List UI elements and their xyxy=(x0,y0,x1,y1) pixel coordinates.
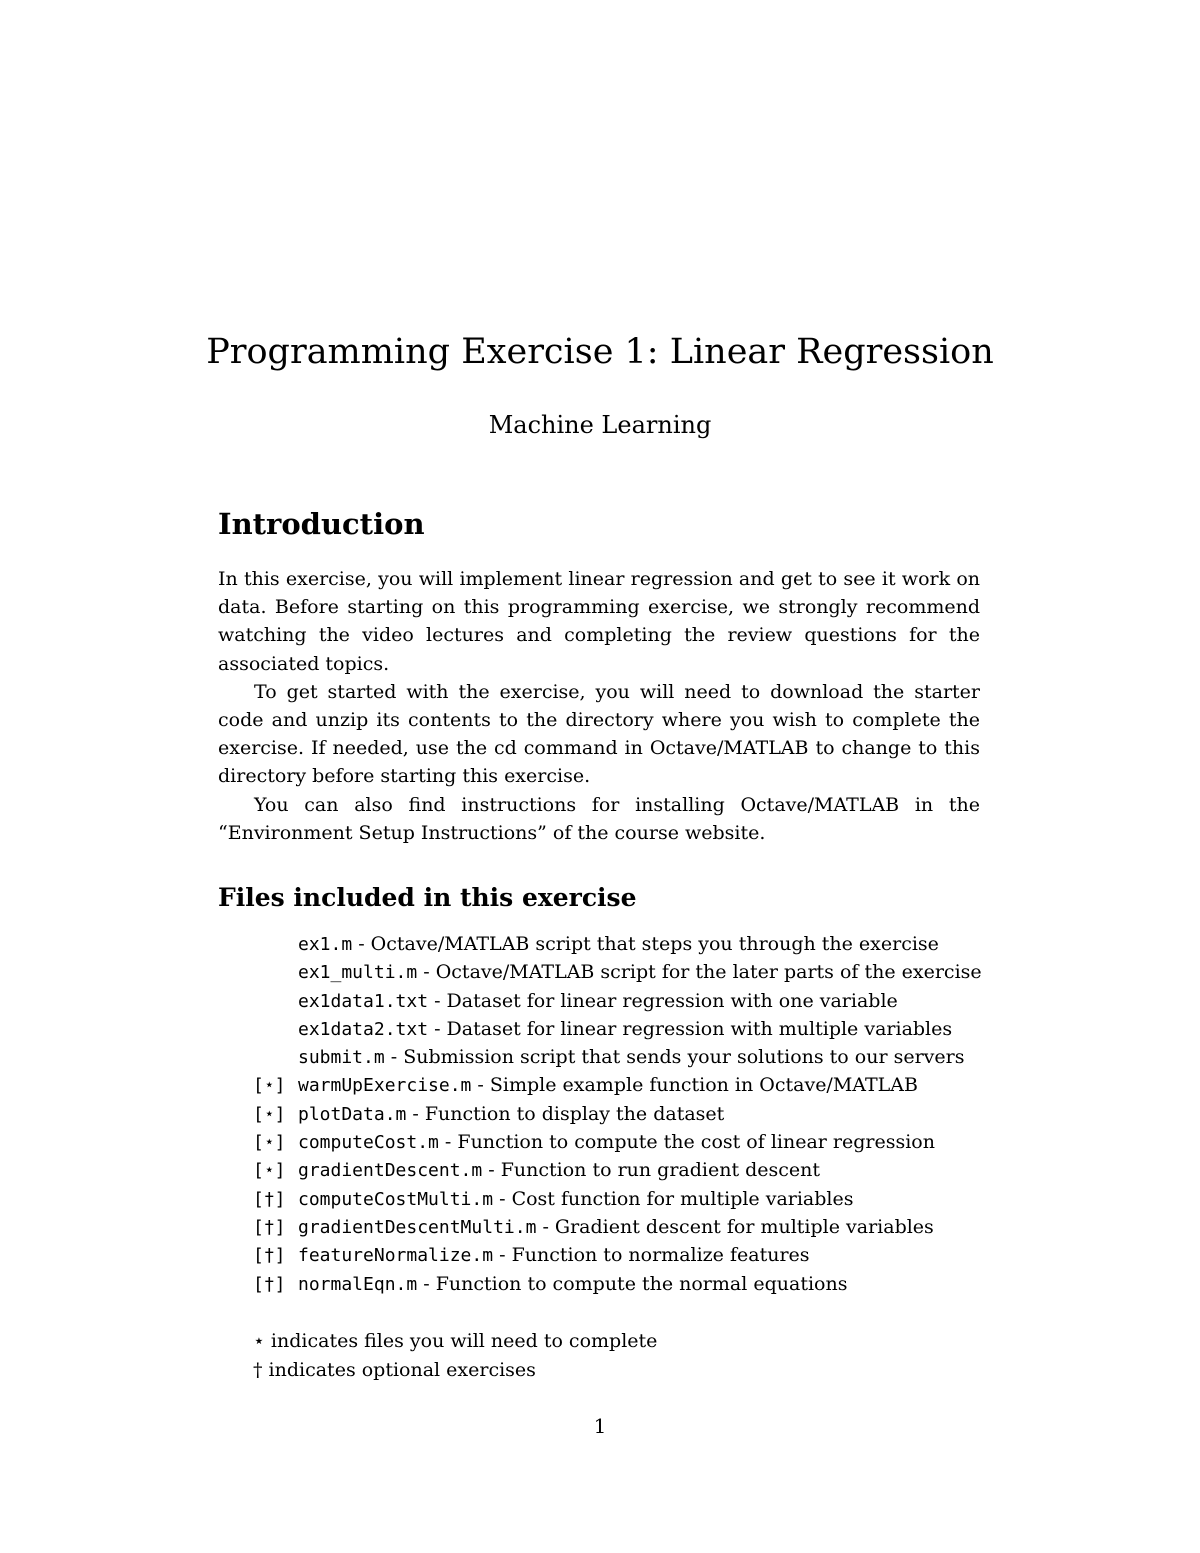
file-name: ex1_multi.m xyxy=(298,962,418,984)
file-description: - Function to compute the normal equations xyxy=(417,1272,848,1295)
file-name: plotData.m xyxy=(298,1103,407,1125)
file-mark: [⋆] xyxy=(253,1103,286,1125)
page-number: 1 xyxy=(593,1414,607,1438)
file-row xyxy=(253,1241,993,1269)
file-row xyxy=(253,1213,993,1241)
intro-paragraph-3: You can also find instructions for installing Octave/MATLAB in the “Environment Setup Instructions” of the course website. xyxy=(218,793,980,844)
file-description: - Function to display the dataset xyxy=(406,1102,725,1125)
file-mark: [†] xyxy=(253,1216,286,1238)
file-row xyxy=(253,987,993,1015)
file-name: ex1data2.txt xyxy=(298,1018,429,1040)
file-name: computeCostMulti.m xyxy=(298,1188,494,1210)
file-description: - Dataset for linear regression with multiple variables xyxy=(428,1017,953,1040)
file-row xyxy=(253,1100,993,1128)
file-name: gradientDescent.m xyxy=(298,1160,483,1182)
file-name: submit.m xyxy=(298,1047,385,1069)
file-name: gradientDescentMulti.m xyxy=(298,1216,537,1238)
file-description: - Submission script that sends your solutions to our servers xyxy=(384,1046,965,1069)
file-name: computeCost.m xyxy=(298,1132,439,1154)
file-row xyxy=(253,1156,993,1184)
file-mark: [†] xyxy=(253,1273,286,1295)
introduction-body xyxy=(218,565,980,847)
legend xyxy=(253,1327,657,1384)
file-description: - Gradient descent for multiple variables xyxy=(536,1215,934,1238)
file-description: - Octave/MATLAB script for the later parts of the exercise xyxy=(417,961,982,984)
file-list xyxy=(253,930,993,1298)
file-row xyxy=(253,1043,993,1071)
file-mark: [⋆] xyxy=(253,1160,286,1182)
file-row xyxy=(253,958,993,986)
file-name: warmUpExercise.m xyxy=(298,1075,472,1097)
introduction-heading: Introduction xyxy=(218,507,425,541)
file-row xyxy=(253,930,993,958)
file-name: normalEqn.m xyxy=(298,1273,418,1295)
file-mark: [†] xyxy=(253,1188,286,1210)
document-subtitle: Machine Learning xyxy=(488,411,712,439)
file-mark: [⋆] xyxy=(253,1075,286,1097)
file-description: - Cost function for multiple variables xyxy=(493,1187,854,1210)
file-description: - Function to run gradient descent xyxy=(482,1159,821,1182)
file-name: ex1.m xyxy=(298,934,353,955)
file-row xyxy=(253,1185,993,1213)
file-row xyxy=(253,1128,993,1156)
file-name: featureNormalize.m xyxy=(298,1245,494,1267)
legend-optional: † indicates optional exercises xyxy=(253,1358,536,1381)
file-row xyxy=(253,1270,993,1298)
file-description: - Function to normalize features xyxy=(493,1244,810,1267)
file-mark: [†] xyxy=(253,1245,286,1267)
file-description: - Dataset for linear regression with one variable xyxy=(428,989,898,1012)
file-mark: [⋆] xyxy=(253,1132,286,1154)
intro-paragraph-2: To get started with the exercise, you will need to download the starter code and unzip its contents to the directory where you wish to complete the exercise. If needed, use the cd command in Octave/MATLAB to change to this directory before starting this exercise. xyxy=(218,680,980,788)
document-title: Programming Exercise 1: Linear Regression xyxy=(206,332,994,372)
file-description: - Function to compute the cost of linear regression xyxy=(438,1131,935,1154)
file-name: ex1data1.txt xyxy=(298,990,429,1012)
file-description: - Simple example function in Octave/MATLAB xyxy=(471,1074,918,1097)
files-heading: Files included in this exercise xyxy=(218,883,637,912)
intro-paragraph-1: In this exercise, you will implement linear regression and get to see it work on data. Before starting on this programming exercise, we strongly recommend watching the video lectures and completing the review questions for the associated topics. xyxy=(218,568,980,675)
file-row xyxy=(253,1071,993,1099)
file-row xyxy=(253,1015,993,1043)
legend-required: ⋆ indicates files you will need to complete xyxy=(253,1330,658,1352)
file-description: - Octave/MATLAB script that steps you through the exercise xyxy=(352,933,939,955)
